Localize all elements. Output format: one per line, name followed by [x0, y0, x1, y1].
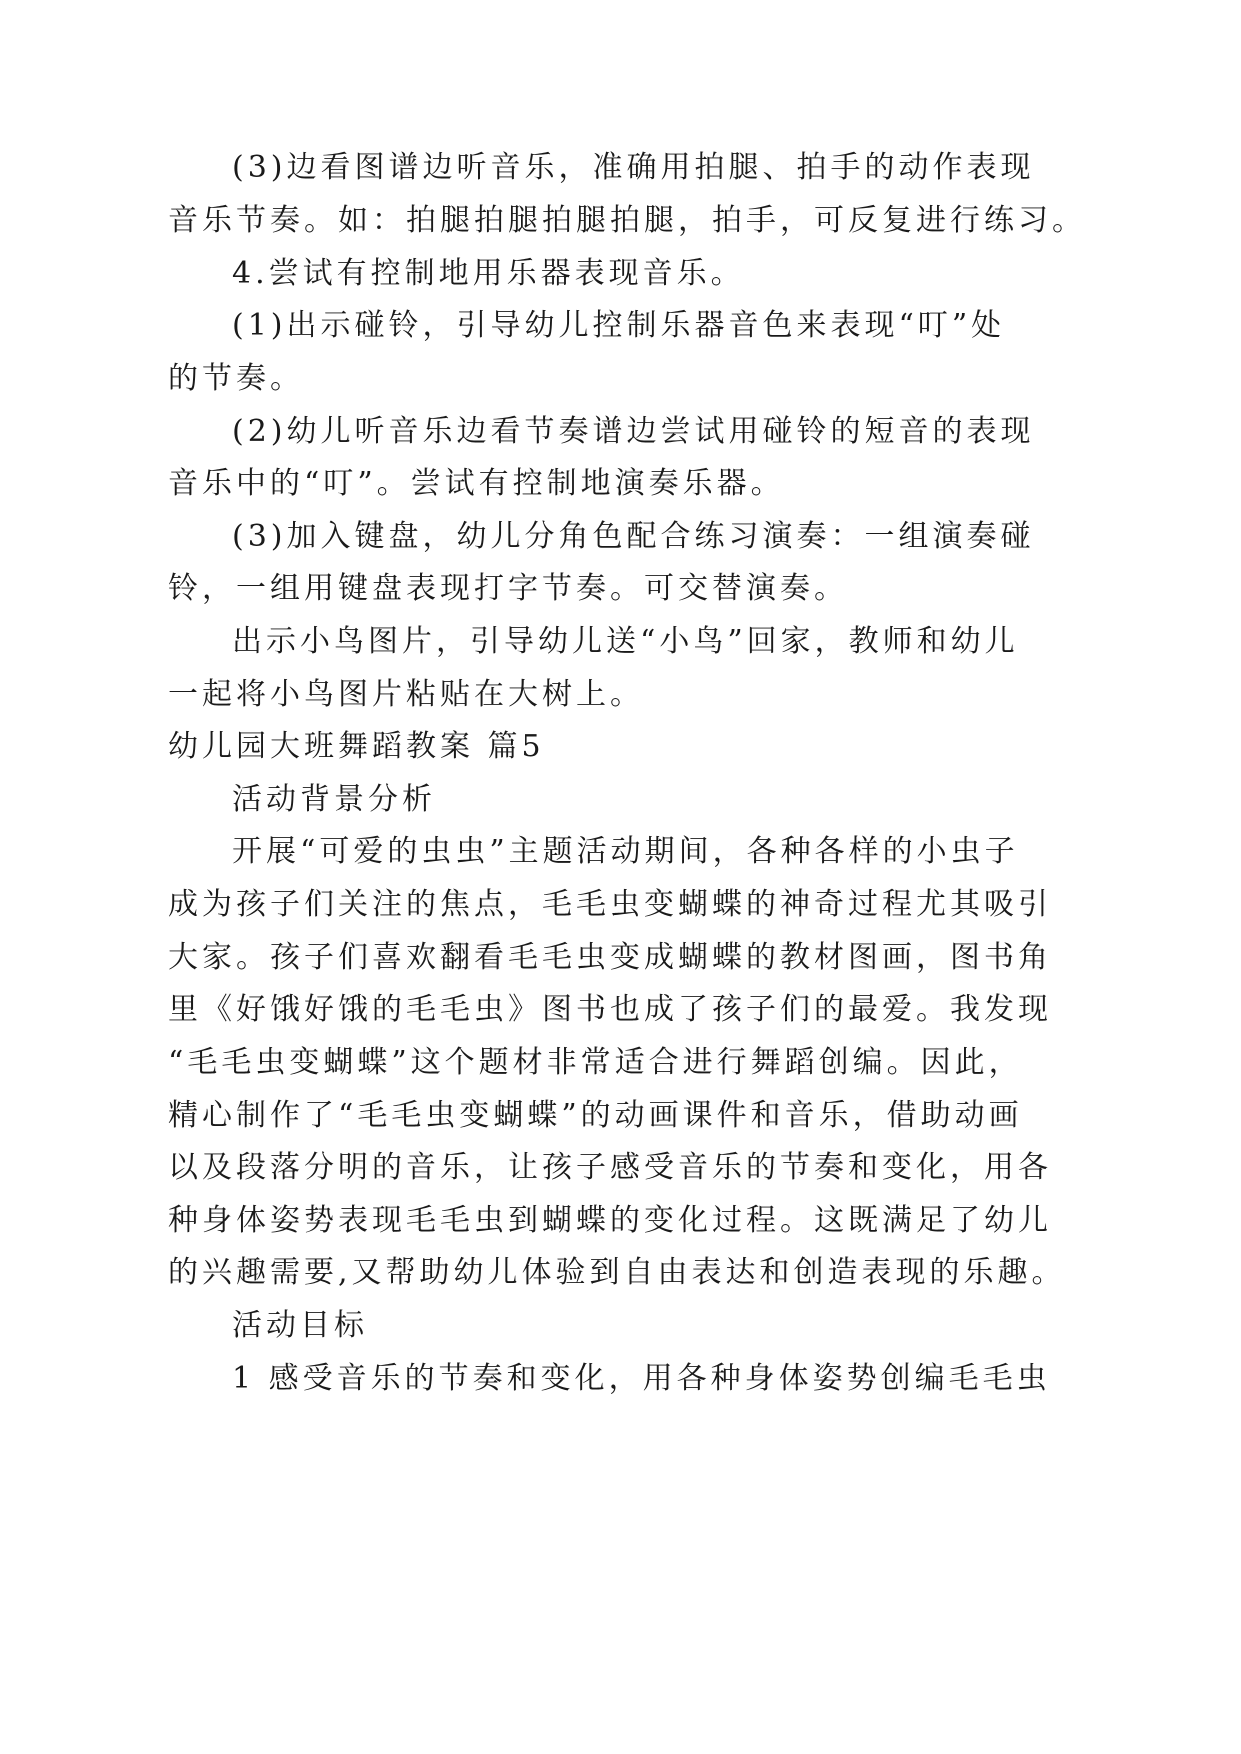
text-line-20: 以及段落分明的音乐，让孩子感受音乐的节奏和变化，用各: [168, 1150, 1052, 1185]
text-line-24: 1 感受音乐的节奏和变化，用各种身体姿势创编毛毛虫: [232, 1361, 1051, 1396]
text-line-19: 精心制作了“毛毛虫变蝴蝶”的动画课件和音乐，借助动画: [168, 1098, 1023, 1133]
text-line-8: (3)加入键盘，幼儿分角色配合练习演奏：一组演奏碰: [232, 519, 1035, 554]
text-line-18: “毛毛虫变蝴蝶”这个题材非常适合进行舞蹈创编。因此，: [168, 1045, 1023, 1080]
text-line-4: (1)出示碰铃，引导幼儿控制乐器音色来表现“叮”处: [232, 308, 1006, 343]
text-line-1: (3)边看图谱边听音乐，准确用拍腿、拍手的动作表现: [232, 150, 1035, 185]
subheading-background: 活动背景分析: [232, 782, 436, 817]
text-line-10: 出示小鸟图片，引导幼儿送“小鸟”回家，教师和幼儿: [232, 624, 1019, 659]
section-heading: 幼儿园大班舞蹈教案 篇5: [168, 729, 545, 764]
text-line-14: 开展“可爱的虫虫”主题活动期间，各种各样的小虫子: [232, 834, 1019, 869]
text-line-22: 的兴趣需要,又帮助幼儿体验到自由表达和创造表现的乐趣。: [168, 1255, 1066, 1290]
section-item-4: 4.尝试有控制地用乐器表现音乐。: [232, 256, 745, 291]
text-line-2: 音乐节奏。如：拍腿拍腿拍腿拍腿，拍手，可反复进行练习。: [168, 203, 1086, 238]
text-line-21: 种身体姿势表现毛毛虫到蝴蝶的变化过程。这既满足了幼儿: [168, 1203, 1052, 1238]
text-line-11: 一起将小鸟图片粘贴在大树上。: [168, 677, 644, 712]
text-line-15: 成为孩子们关注的焦点，毛毛虫变蝴蝶的神奇过程尤其吸引: [168, 887, 1052, 922]
text-line-6: (2)幼儿听音乐边看节奏谱边尝试用碰铃的短音的表现: [232, 414, 1035, 449]
subheading-goals: 活动目标: [232, 1308, 368, 1343]
text-line-7: 音乐中的“叮”。尝试有控制地演奏乐器。: [168, 466, 785, 501]
text-line-16: 大家。孩子们喜欢翻看毛毛虫变成蝴蝶的教材图画，图书角: [168, 940, 1052, 975]
text-line-5: 的节奏。: [168, 361, 304, 396]
text-line-9: 铃，一组用键盘表现打字节奏。可交替演奏。: [168, 571, 848, 606]
text-line-17: 里《好饿好饿的毛毛虫》图书也成了孩子们的最爱。我发现: [168, 992, 1052, 1027]
